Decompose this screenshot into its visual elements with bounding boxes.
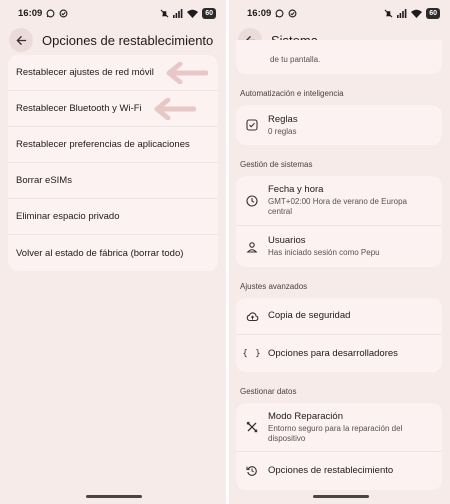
status-bar: [229, 0, 450, 26]
reset-app-preferences-item[interactable]: [8, 127, 218, 163]
item-subtitle: GMT+02:00 Hora de verano de Europa central: [268, 197, 407, 216]
item-subtitle: Entorno seguro para la reparación del dispositivo: [268, 423, 403, 443]
list-item-label: Restablecer Bluetooth y Wi-Fi: [16, 103, 142, 114]
battery-indicator: 60: [202, 8, 216, 19]
list-item-label: Borrar eSIMs: [16, 175, 72, 186]
automation-card: [236, 105, 442, 145]
date-time-item[interactable]: [236, 176, 442, 226]
status-bar: [0, 0, 226, 26]
erase-esims-item[interactable]: [8, 163, 218, 199]
rules-icon: [246, 119, 258, 131]
item-subtitle: 0 reglas: [268, 126, 297, 136]
reset-options-item[interactable]: [236, 452, 442, 490]
system-management-card: [236, 176, 442, 267]
cloud-backup-icon: [246, 311, 259, 322]
mute-icon: [384, 9, 393, 18]
list-item-label: Restablecer preferencias de aplicaciones: [16, 139, 190, 150]
repair-mode-item[interactable]: [236, 403, 442, 452]
annotation-arrow-icon: [162, 62, 208, 84]
manage-data-card: [236, 403, 442, 490]
user-icon: [246, 241, 258, 253]
battery-indicator: 60: [426, 8, 440, 19]
repair-tools-icon: [246, 421, 258, 433]
item-title: Copia de seguridad: [268, 310, 351, 321]
list-item-label: Volver al estado de fábrica (borrar todo): [16, 247, 184, 259]
section-label-automation: Automatización e inteligencia: [240, 89, 344, 98]
top-app-bar: [0, 27, 226, 53]
delete-private-space-item[interactable]: [8, 199, 218, 235]
mute-icon: [160, 9, 169, 18]
section-label-advanced-settings: Ajustes avanzados: [240, 282, 308, 291]
advanced-settings-card: [236, 298, 442, 372]
wifi-icon: [411, 9, 422, 18]
developer-options-item[interactable]: [236, 335, 442, 372]
back-button[interactable]: [9, 28, 33, 52]
signal-icon: [173, 9, 183, 18]
partial-settings-card: [236, 40, 442, 74]
status-time: 16:09: [18, 7, 43, 19]
list-item-label: Eliminar espacio privado: [16, 211, 120, 222]
section-label-manage-data: Gestionar datos: [240, 387, 297, 396]
home-indicator[interactable]: [313, 495, 369, 498]
item-title: Usuarios: [268, 235, 306, 246]
section-label-system-management: Gestión de sistemas: [240, 160, 313, 169]
annotation-arrow-icon: [150, 98, 196, 120]
whatsapp-icon: [275, 9, 284, 18]
item-title: Opciones de restablecimiento: [268, 465, 394, 476]
arrow-back-icon: [16, 35, 27, 46]
status-time: 16:09: [247, 7, 272, 19]
reset-bluetooth-wifi-item[interactable]: [8, 91, 218, 127]
page-title: Opciones de restablecimiento: [42, 32, 214, 48]
list-item-label: Restablecer ajustes de red móvil: [16, 67, 154, 78]
whatsapp-icon: [46, 9, 55, 18]
item-title: Fecha y hora: [268, 184, 324, 195]
system-screen: [229, 0, 450, 504]
factory-reset-item[interactable]: [8, 235, 218, 271]
users-item[interactable]: [236, 226, 442, 267]
rules-item[interactable]: [236, 105, 442, 145]
signal-icon: [397, 9, 407, 18]
partial-subtitle: de tu pantalla.: [270, 55, 321, 64]
check-circle-icon: [59, 9, 68, 18]
item-title: Reglas: [268, 113, 298, 125]
braces-icon: { }: [242, 348, 262, 359]
item-title: Opciones para desarrolladores: [268, 347, 398, 359]
wifi-icon: [187, 9, 198, 18]
restore-icon: [246, 465, 258, 477]
clock-icon: [246, 195, 258, 207]
check-circle-icon: [288, 9, 297, 18]
reset-options-list: [8, 55, 218, 271]
backup-item[interactable]: [236, 298, 442, 335]
reset-mobile-network-item[interactable]: [8, 55, 218, 91]
item-subtitle: Has iniciado sesión como Pepu: [268, 248, 380, 257]
home-indicator[interactable]: [86, 495, 142, 498]
item-title: Modo Reparación: [268, 410, 343, 422]
